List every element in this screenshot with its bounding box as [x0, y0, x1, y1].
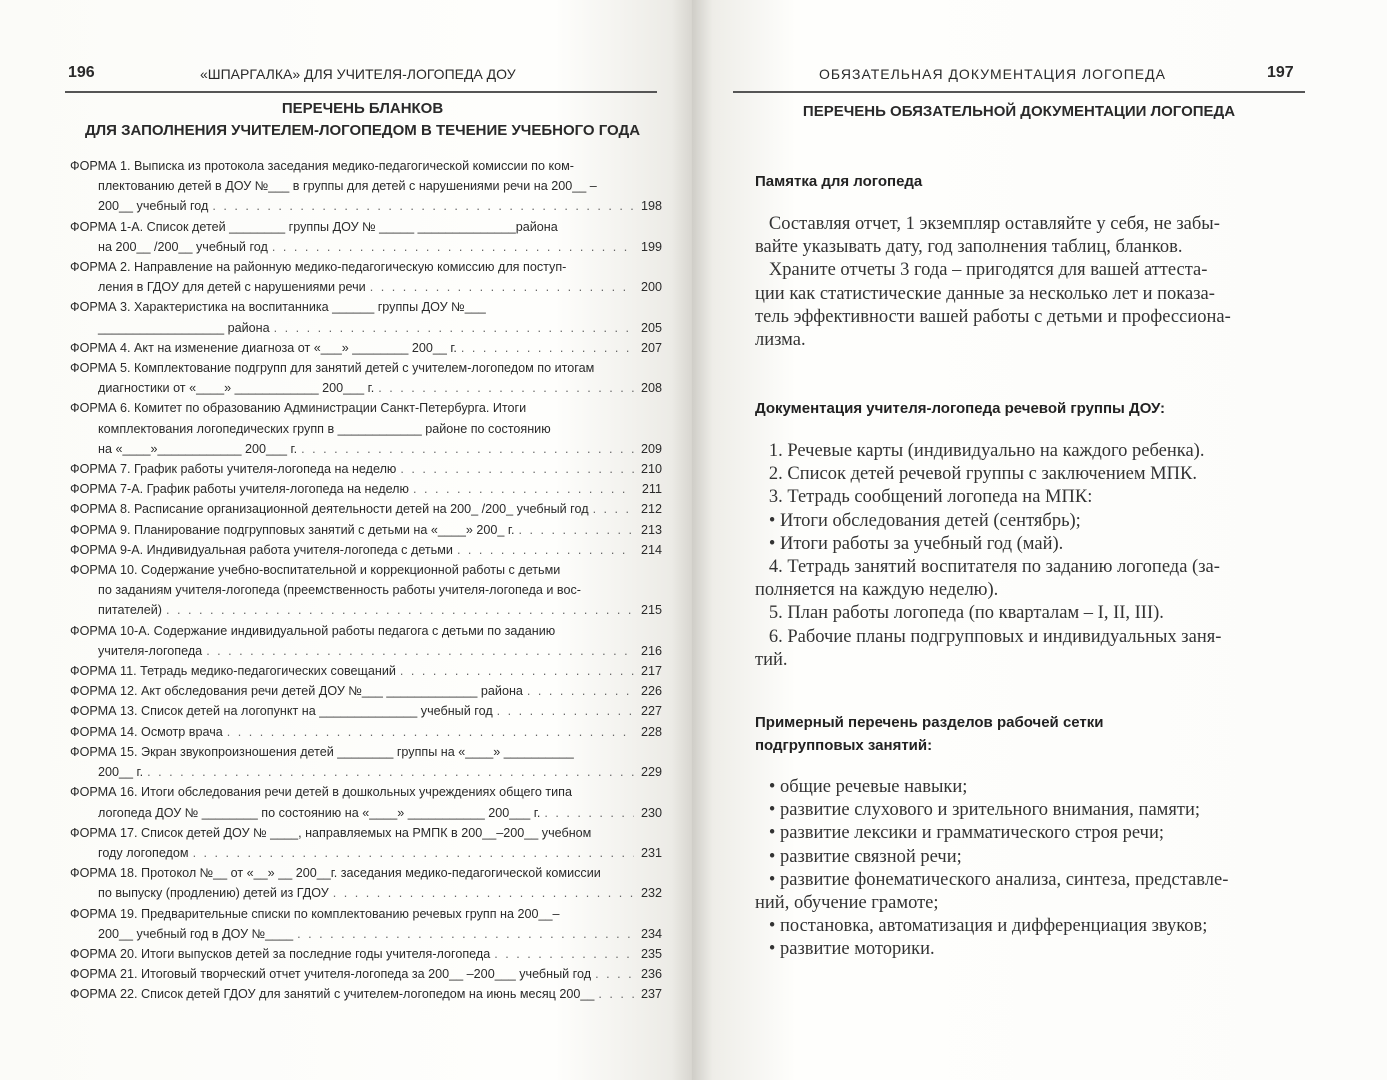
- entry-text: ФОРМА 5. Комплектование подгрупп для занятий детей с учителем-логопедом по итогам: [70, 361, 595, 376]
- entry-text: ФОРМА 9-А. Индивидуальная работа учителя-логопеда с детьми: [70, 542, 453, 557]
- dot-leader: [301, 439, 634, 459]
- toc-line: [70, 318, 662, 338]
- toc-line: [70, 297, 662, 317]
- text-line: • Итоги работы за учебный год (май).: [755, 533, 1064, 554]
- page-ref: 209: [640, 441, 662, 456]
- text-line: ции как статистические данные за несколько лет и показа-: [755, 283, 1215, 304]
- text-line: 6. Рабочие планы подгрупповых и индивидуальных заня-: [755, 626, 1222, 647]
- entry-text: ФОРМА 21. Итоговый творческий отчет учителя-логопеда за 200__ –200___ учебный год: [70, 967, 592, 982]
- toc-line: [70, 540, 662, 560]
- toc-line: [70, 681, 662, 701]
- running-head: ОБЯЗАТЕЛЬНАЯ ДОКУМЕНТАЦИЯ ЛОГОПЕДА: [819, 66, 1166, 82]
- entry-text: ФОРМА 8. Расписание организационной деятельности детей на 200_ /200_ учебный год: [70, 502, 589, 517]
- toc-line: [70, 863, 662, 883]
- entry-text: на 200__ /200__ учебный год: [98, 239, 268, 254]
- text-line: вайте указывать дату, год заполнения таблиц, бланков.: [755, 237, 1183, 258]
- toc-line: [70, 419, 662, 439]
- dot-leader: [457, 540, 634, 560]
- entry-text: питателей): [98, 603, 163, 618]
- toc-line: [70, 843, 662, 863]
- entry-text: ФОРМА 13. Список детей на логопункт на ______________ учебный год: [70, 704, 493, 719]
- page-ref: 226: [640, 684, 662, 699]
- page-ref: 215: [640, 603, 662, 618]
- text-line: 5. План работы логопеда (по кварталам – I, II, III).: [755, 603, 1164, 624]
- text-line: • развитие моторики.: [755, 939, 935, 960]
- toc-line: [70, 661, 662, 681]
- dot-leader: [166, 600, 634, 620]
- toc-entry[interactable]: [70, 398, 662, 459]
- toc-line: [70, 176, 662, 196]
- toc-line: [70, 641, 662, 661]
- toc-line: [70, 762, 662, 782]
- text-line: 2. Список детей речевой группы с заключением МПК.: [755, 464, 1197, 485]
- page-number: 197: [1267, 64, 1294, 81]
- entry-text: ФОРМА 3. Характеристика на воспитанника ______ группы ДОУ №___: [70, 300, 486, 315]
- entry-text: ФОРМА 20. Итоги выпусков детей за последние годы учителя-логопеда: [70, 946, 491, 961]
- dot-leader: [227, 722, 634, 742]
- entry-text: ФОРМА 4. Акт на изменение диагноза от «___» ________ 200__ г.: [70, 340, 457, 355]
- toc-entry[interactable]: [70, 782, 662, 822]
- sections-heading: [755, 711, 1104, 757]
- dot-leader: [461, 338, 634, 358]
- toc-line: [70, 459, 662, 479]
- page-ref: 198: [640, 199, 662, 214]
- heading-line: подгрупповых занятий:: [755, 737, 933, 754]
- toc-line: [70, 580, 662, 600]
- page-ref: 234: [640, 926, 662, 941]
- toc-line: [70, 156, 662, 176]
- page-ref: 213: [640, 522, 662, 537]
- toc-entry[interactable]: [70, 358, 662, 398]
- sections-list: [755, 776, 1310, 962]
- toc-line: [70, 257, 662, 277]
- toc-line: [70, 701, 662, 721]
- page-ref: 229: [640, 765, 662, 780]
- left-page: [0, 0, 692, 1080]
- toc-entry[interactable]: [70, 156, 662, 217]
- text-line: тель эффективности вашей работы с детьми и профессиона-: [755, 306, 1231, 327]
- toc-entry[interactable]: [70, 742, 662, 782]
- text-line: • постановка, автоматизация и дифференциация звуков;: [755, 916, 1208, 937]
- text-line: • общие речевые навыки;: [755, 777, 968, 797]
- toc-entry[interactable]: [70, 459, 662, 479]
- text-line: тий.: [755, 649, 788, 670]
- page-ref: 216: [640, 643, 662, 658]
- toc-line: [70, 621, 662, 641]
- title-line: ДЛЯ ЗАПОЛНЕНИЯ УЧИТЕЛЕМ-ЛОГОПЕДОМ В ТЕЧЕНИЕ УЧЕБНОГО ГОДА: [84, 122, 641, 139]
- title-line: ПЕРЕЧЕНЬ БЛАНКОВ: [281, 100, 444, 117]
- entry-text: ФОРМА 6. Комитет по образованию Администрации Санкт-Петербурга. Итоги: [70, 401, 527, 416]
- entry-text: ФОРМА 22. Список детей ГДОУ для занятий с учителем-логопедом на июнь месяц 200__: [70, 987, 595, 1002]
- toc-line: [70, 883, 662, 903]
- toc-entry[interactable]: [70, 540, 662, 560]
- forms-table-of-contents: [70, 156, 662, 1005]
- toc-entry[interactable]: [70, 499, 662, 519]
- dot-leader: [519, 520, 635, 540]
- text-line: лизма.: [755, 330, 806, 351]
- toc-line: [70, 398, 662, 418]
- entry-text: ФОРМА 12. Акт обследования речи детей ДОУ №___ _____________ района: [70, 684, 523, 699]
- page-ref: 212: [640, 502, 662, 517]
- toc-entry[interactable]: [70, 863, 662, 903]
- toc-line: [70, 217, 662, 237]
- entry-text: 200__ учебный год в ДОУ №____: [98, 926, 294, 941]
- toc-entry[interactable]: [70, 904, 662, 944]
- toc-entry[interactable]: [70, 944, 662, 964]
- entry-text: ФОРМА 7. График работы учителя-логопеда на неделю: [70, 462, 397, 477]
- toc-line: [70, 358, 662, 378]
- toc-line: [70, 378, 662, 398]
- page-ref: 235: [640, 946, 662, 961]
- entry-text: ФОРМА 11. Тетрадь медико-педагогических совещаний: [70, 664, 396, 679]
- entry-text: по заданиям учителя-логопеда (преемственность работы учителя-логопеда и вос-: [98, 583, 581, 598]
- dot-leader: [274, 318, 634, 338]
- entry-text: ления в ГДОУ для детей с нарушениями речи: [98, 280, 366, 295]
- text-line: 4. Тетрадь занятий воспитателя по заданию логопеда (за-: [755, 557, 1220, 578]
- dot-leader: [212, 196, 634, 216]
- dot-leader: [193, 843, 634, 863]
- toc-line: [70, 803, 662, 823]
- entry-text: ФОРМА 18. Протокол №__ от «__» __ 200__г. заседания медико-педагогической комиссии: [70, 866, 601, 881]
- toc-entry[interactable]: [70, 297, 662, 337]
- entry-text: ФОРМА 1-А. Список детей ________ группы ДОУ № _____ ______________района: [70, 219, 558, 234]
- page-ref: 205: [640, 320, 662, 335]
- toc-entry[interactable]: [70, 560, 662, 621]
- page-title: ПЕРЕЧЕНЬ ОБЯЗАТЕЛЬНОЙ ДОКУМЕНТАЦИИ ЛОГОПЕДА: [802, 103, 1236, 120]
- entry-text: ФОРМА 9. Планирование подгрупповых занятий с детьми на «____» 200_ г.: [70, 522, 515, 537]
- toc-entry[interactable]: [70, 621, 662, 661]
- entry-text: ФОРМА 19. Предварительные списки по комплектованию речевых групп на 200__–: [70, 906, 560, 921]
- toc-line: [70, 237, 662, 257]
- toc-line: [70, 984, 662, 1004]
- text-line: • развитие лексики и грамматического строя речи;: [755, 823, 1165, 844]
- toc-entry[interactable]: [70, 257, 662, 297]
- entry-text: по выпуску (продлению) детей из ГДОУ: [98, 886, 329, 901]
- memo-text: [755, 213, 1310, 352]
- page-ref: 237: [640, 987, 662, 1002]
- entry-text: диагностики от «____» ____________ 200___ г.: [98, 381, 375, 396]
- running-head: «ШПАРГАЛКА» ДЛЯ УЧИТЕЛЯ-ЛОГОПЕДА ДОУ: [200, 66, 516, 82]
- heading-line: Примерный перечень разделов рабочей сетки: [755, 714, 1104, 731]
- entry-text: на «____»____________ 200___ г.: [98, 441, 298, 456]
- page-ref: 214: [640, 542, 662, 557]
- toc-entry[interactable]: [70, 520, 662, 540]
- docs-list: [755, 440, 1310, 672]
- toc-line: [70, 742, 662, 762]
- toc-line: [70, 479, 662, 499]
- entry-text: учителя-логопеда: [98, 643, 203, 658]
- toc-entry[interactable]: [70, 984, 662, 1004]
- dot-leader: [147, 762, 634, 782]
- text-line: 1. Речевые карты (индивидуально на каждого ребенка).: [755, 441, 1205, 461]
- toc-entry[interactable]: [70, 722, 662, 742]
- page-ref: 200: [640, 280, 662, 295]
- text-line: 3. Тетрадь сообщений логопеда на МПК:: [755, 487, 1093, 508]
- text-line: • Итоги обследования детей (сентябрь);: [755, 510, 1081, 531]
- text-line: • развитие связной речи;: [755, 846, 962, 867]
- page-ref: 210: [640, 462, 662, 477]
- page-ref: 228: [640, 724, 662, 739]
- header-rule: [733, 91, 1305, 93]
- toc-line: [70, 600, 662, 620]
- dot-leader: [494, 944, 634, 964]
- text-line: полняется на каждую неделю).: [755, 580, 999, 601]
- toc-entry[interactable]: [70, 338, 662, 358]
- toc-entry[interactable]: [70, 479, 662, 499]
- dot-leader: [400, 661, 634, 681]
- toc-entry[interactable]: [70, 701, 662, 721]
- toc-line: [70, 722, 662, 742]
- entry-text: ФОРМА 7-А. График работы учителя-логопеда на неделю: [70, 482, 409, 497]
- toc-line: [70, 823, 662, 843]
- entry-text: ФОРМА 10-А. Содержание индивидуальной работы педагога с детьми по заданию: [70, 623, 556, 638]
- page-ref: 207: [640, 340, 662, 355]
- entry-text: ФОРМА 16. Итоги обследования речи детей в дошкольных учреждениях общего типа: [70, 785, 573, 800]
- entry-text: комплектования логопедических групп в ____________ районе по состоянию: [98, 421, 551, 436]
- toc-entry[interactable]: [70, 217, 662, 257]
- dot-leader: [593, 499, 634, 519]
- text-line: • развитие слухового и зрительного внимания, памяти;: [755, 800, 1200, 821]
- entry-text: году логопедом: [98, 845, 189, 860]
- toc-line: [70, 338, 662, 358]
- toc-line: [70, 560, 662, 580]
- dot-leader: [378, 378, 634, 398]
- entry-text: 200__ г.: [98, 765, 144, 780]
- memo-heading: Памятка для логопеда: [755, 173, 923, 190]
- dot-leader: [370, 277, 634, 297]
- entry-text: логопеда ДОУ № ________ по состоянию на «____» ___________ 200___ г.: [98, 805, 541, 820]
- dot-leader: [400, 459, 634, 479]
- dot-leader: [297, 924, 634, 944]
- toc-line: [70, 904, 662, 924]
- text-line: ний, обучение грамоте;: [755, 893, 939, 914]
- toc-line: [70, 964, 662, 984]
- page-title: [60, 98, 665, 142]
- dot-leader: [595, 964, 634, 984]
- docs-heading: Документация учителя-логопеда речевой группы ДОУ:: [755, 400, 1165, 417]
- toc-line: [70, 196, 662, 216]
- text-line: Храните отчеты 3 года – пригодятся для вашей аттеста-: [755, 260, 1208, 281]
- dot-leader: [527, 681, 634, 701]
- page-ref: 236: [640, 967, 662, 982]
- toc-line: [70, 277, 662, 297]
- toc-line: [70, 520, 662, 540]
- toc-entry[interactable]: [70, 964, 662, 984]
- entry-text: плектованию детей в ДОУ №___ в группы для детей с нарушениями речи на 200__ –: [98, 179, 597, 194]
- entry-text: ФОРМА 2. Направление на районную медико-педагогическую комиссию для поступ-: [70, 260, 567, 275]
- dot-leader: [497, 701, 634, 721]
- dot-leader: [413, 479, 634, 499]
- toc-entry[interactable]: [70, 681, 662, 701]
- dot-leader: [206, 641, 634, 661]
- dot-leader: [333, 883, 634, 903]
- dot-leader: [598, 984, 634, 1004]
- page-ref: 227: [640, 704, 662, 719]
- page-ref: 217: [640, 664, 662, 679]
- entry-text: __________________ района: [98, 320, 270, 335]
- entry-text: ФОРМА 1. Выписка из протокола заседания медико-педагогической комиссии по ком-: [70, 159, 574, 173]
- entry-text: ФОРМА 10. Содержание учебно-воспитательной и коррекционной работы с детьми: [70, 563, 561, 578]
- toc-line: [70, 782, 662, 802]
- header-rule: [65, 91, 657, 93]
- toc-entry[interactable]: [70, 823, 662, 863]
- entry-text: ФОРМА 17. Список детей ДОУ № ____, направляемых на РМПК в 200__–200__ учебном: [70, 825, 592, 840]
- page-number: 196: [68, 64, 95, 81]
- toc-line: [70, 439, 662, 459]
- page-ref: 199: [640, 239, 662, 254]
- page-ref: 211: [641, 482, 662, 497]
- dot-leader: [544, 803, 634, 823]
- entry-text: ФОРМА 14. Осмотр врача: [70, 724, 223, 739]
- text-line: Составляя отчет, 1 экземпляр оставляйте у себя, не забы-: [755, 214, 1220, 234]
- page-ref: 230: [640, 805, 662, 820]
- dot-leader: [272, 237, 634, 257]
- page-ref: 208: [640, 381, 662, 396]
- entry-text: ФОРМА 15. Экран звукопроизношения детей ________ группы на «____» __________: [70, 744, 574, 759]
- toc-line: [70, 944, 662, 964]
- page-ref: 231: [640, 845, 662, 860]
- text-line: • развитие фонематического анализа, синтеза, представле-: [755, 869, 1229, 890]
- entry-text: 200__ учебный год: [98, 199, 209, 214]
- page-ref: 232: [640, 886, 662, 901]
- toc-entry[interactable]: [70, 661, 662, 681]
- toc-line: [70, 924, 662, 944]
- toc-line: [70, 499, 662, 519]
